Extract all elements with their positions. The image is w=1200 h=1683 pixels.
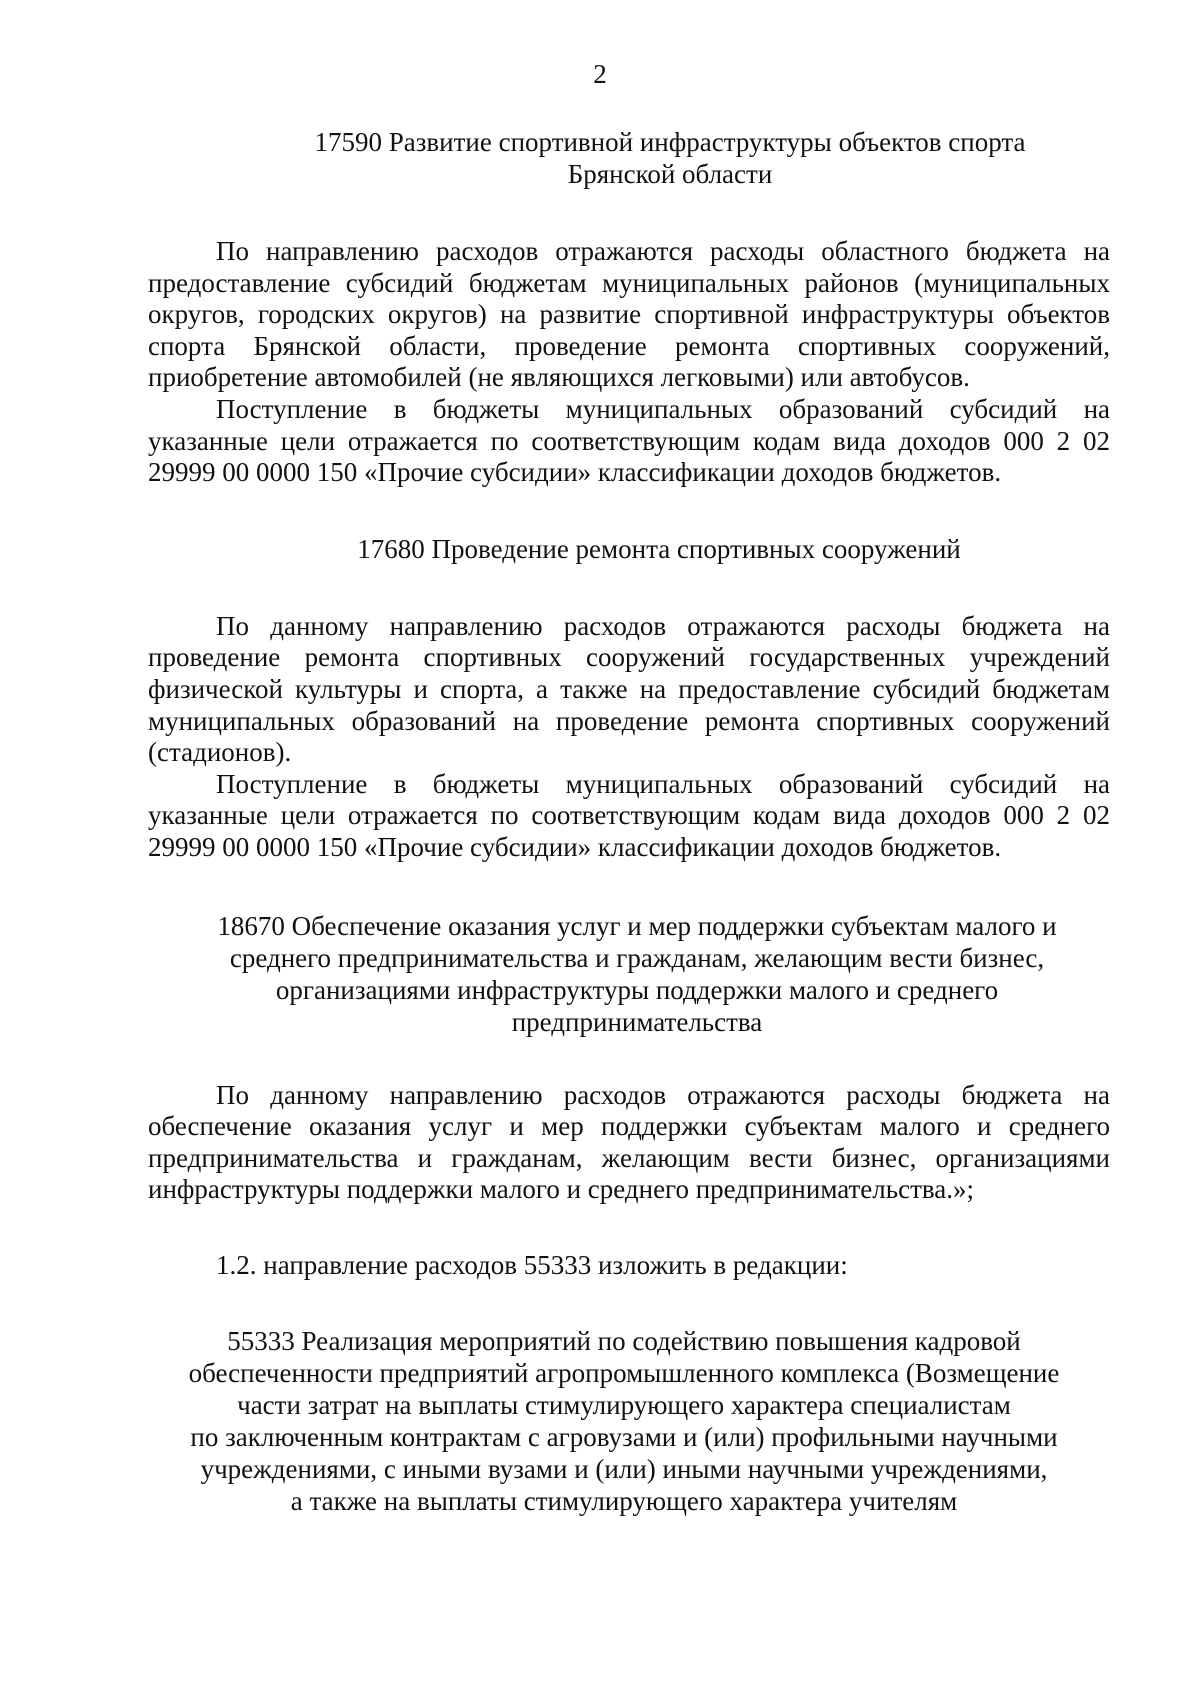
section-heading-18670: 18670 Обеспечение оказания услуг и мер поддержки субъектам малого и среднего предпринимательства и гражданам, желающим вести бизнес, организациями инфраструктуры поддержки малого и среднего предпринимательства [217,910,1057,1037]
section-heading-55333: 55333 Реализация мероприятий по содействию повышения кадровой обеспеченности предприятий агропромышленного комплекса (Возмещение части затрат на выплаты стимулирующего характера специалистам по заключенным контрактам с агровузами и (или) профильными научными учреждениями, с иными вузами и (или) иными научными учреждениями, а также на выплаты стимулирующего характера учителям [188,1326,1060,1517]
section-17590-paragraph-2: Поступление в бюджеты муниципальных образований субсидий на указанные цели отражается по соответствующим кодам вида доходов 000 2 02 29999 00 0000 150 «Прочие субсидии» классификации доходов бюджетов. [148,393,1110,488]
document-body [148,126,1110,1517]
section-18670-paragraph-1: По данному направлению расходов отражаются расходы бюджета на обеспечение оказания услуг и мер поддержки субъектам малого и среднего предпринимательства и гражданам, желающим вести бизнес, организациями инфраструктуры поддержки малого и среднего предпринимательства.»; [148,1079,1110,1205]
section-heading-17680: 17680 Проведение ремонта спортивных сооружений [357,533,961,564]
section-17680-paragraph-2: Поступление в бюджеты муниципальных образований субсидий на указанные цели отражается по соответствующим кодам вида доходов 000 2 02 29999 00 0000 150 «Прочие субсидии» классификации доходов бюджетов. [148,768,1110,862]
section-heading-17590: 17590 Развитие спортивной инфраструктуры объектов спорта Брянской области [314,127,1026,189]
section-17590-paragraph-1: По направлению расходов отражаются расходы областного бюджета на предоставление субсидий бюджетам муниципальных районов (муниципальных округов, городских округов) на развитие спортивной инфраструктуры объектов спорта Брянской области, проведение ремонта спортивных сооружений, приобретение автомобилей (не являющихся легковыми) или автобусов. [148,236,1110,393]
amendment-item-1-2: 1.2. направление расходов 55333 изложить в редакции: [216,1249,848,1280]
page-number: 2 [593,59,607,89]
section-17680-paragraph-1: По данному направлению расходов отражаются расходы бюджета на проведение ремонта спортивных сооружений государственных учреждений физической культуры и спорта, а также на предоставление субсидий бюджетам муниципальных образований на проведение ремонта спортивных сооружений (стадионов). [148,610,1110,768]
